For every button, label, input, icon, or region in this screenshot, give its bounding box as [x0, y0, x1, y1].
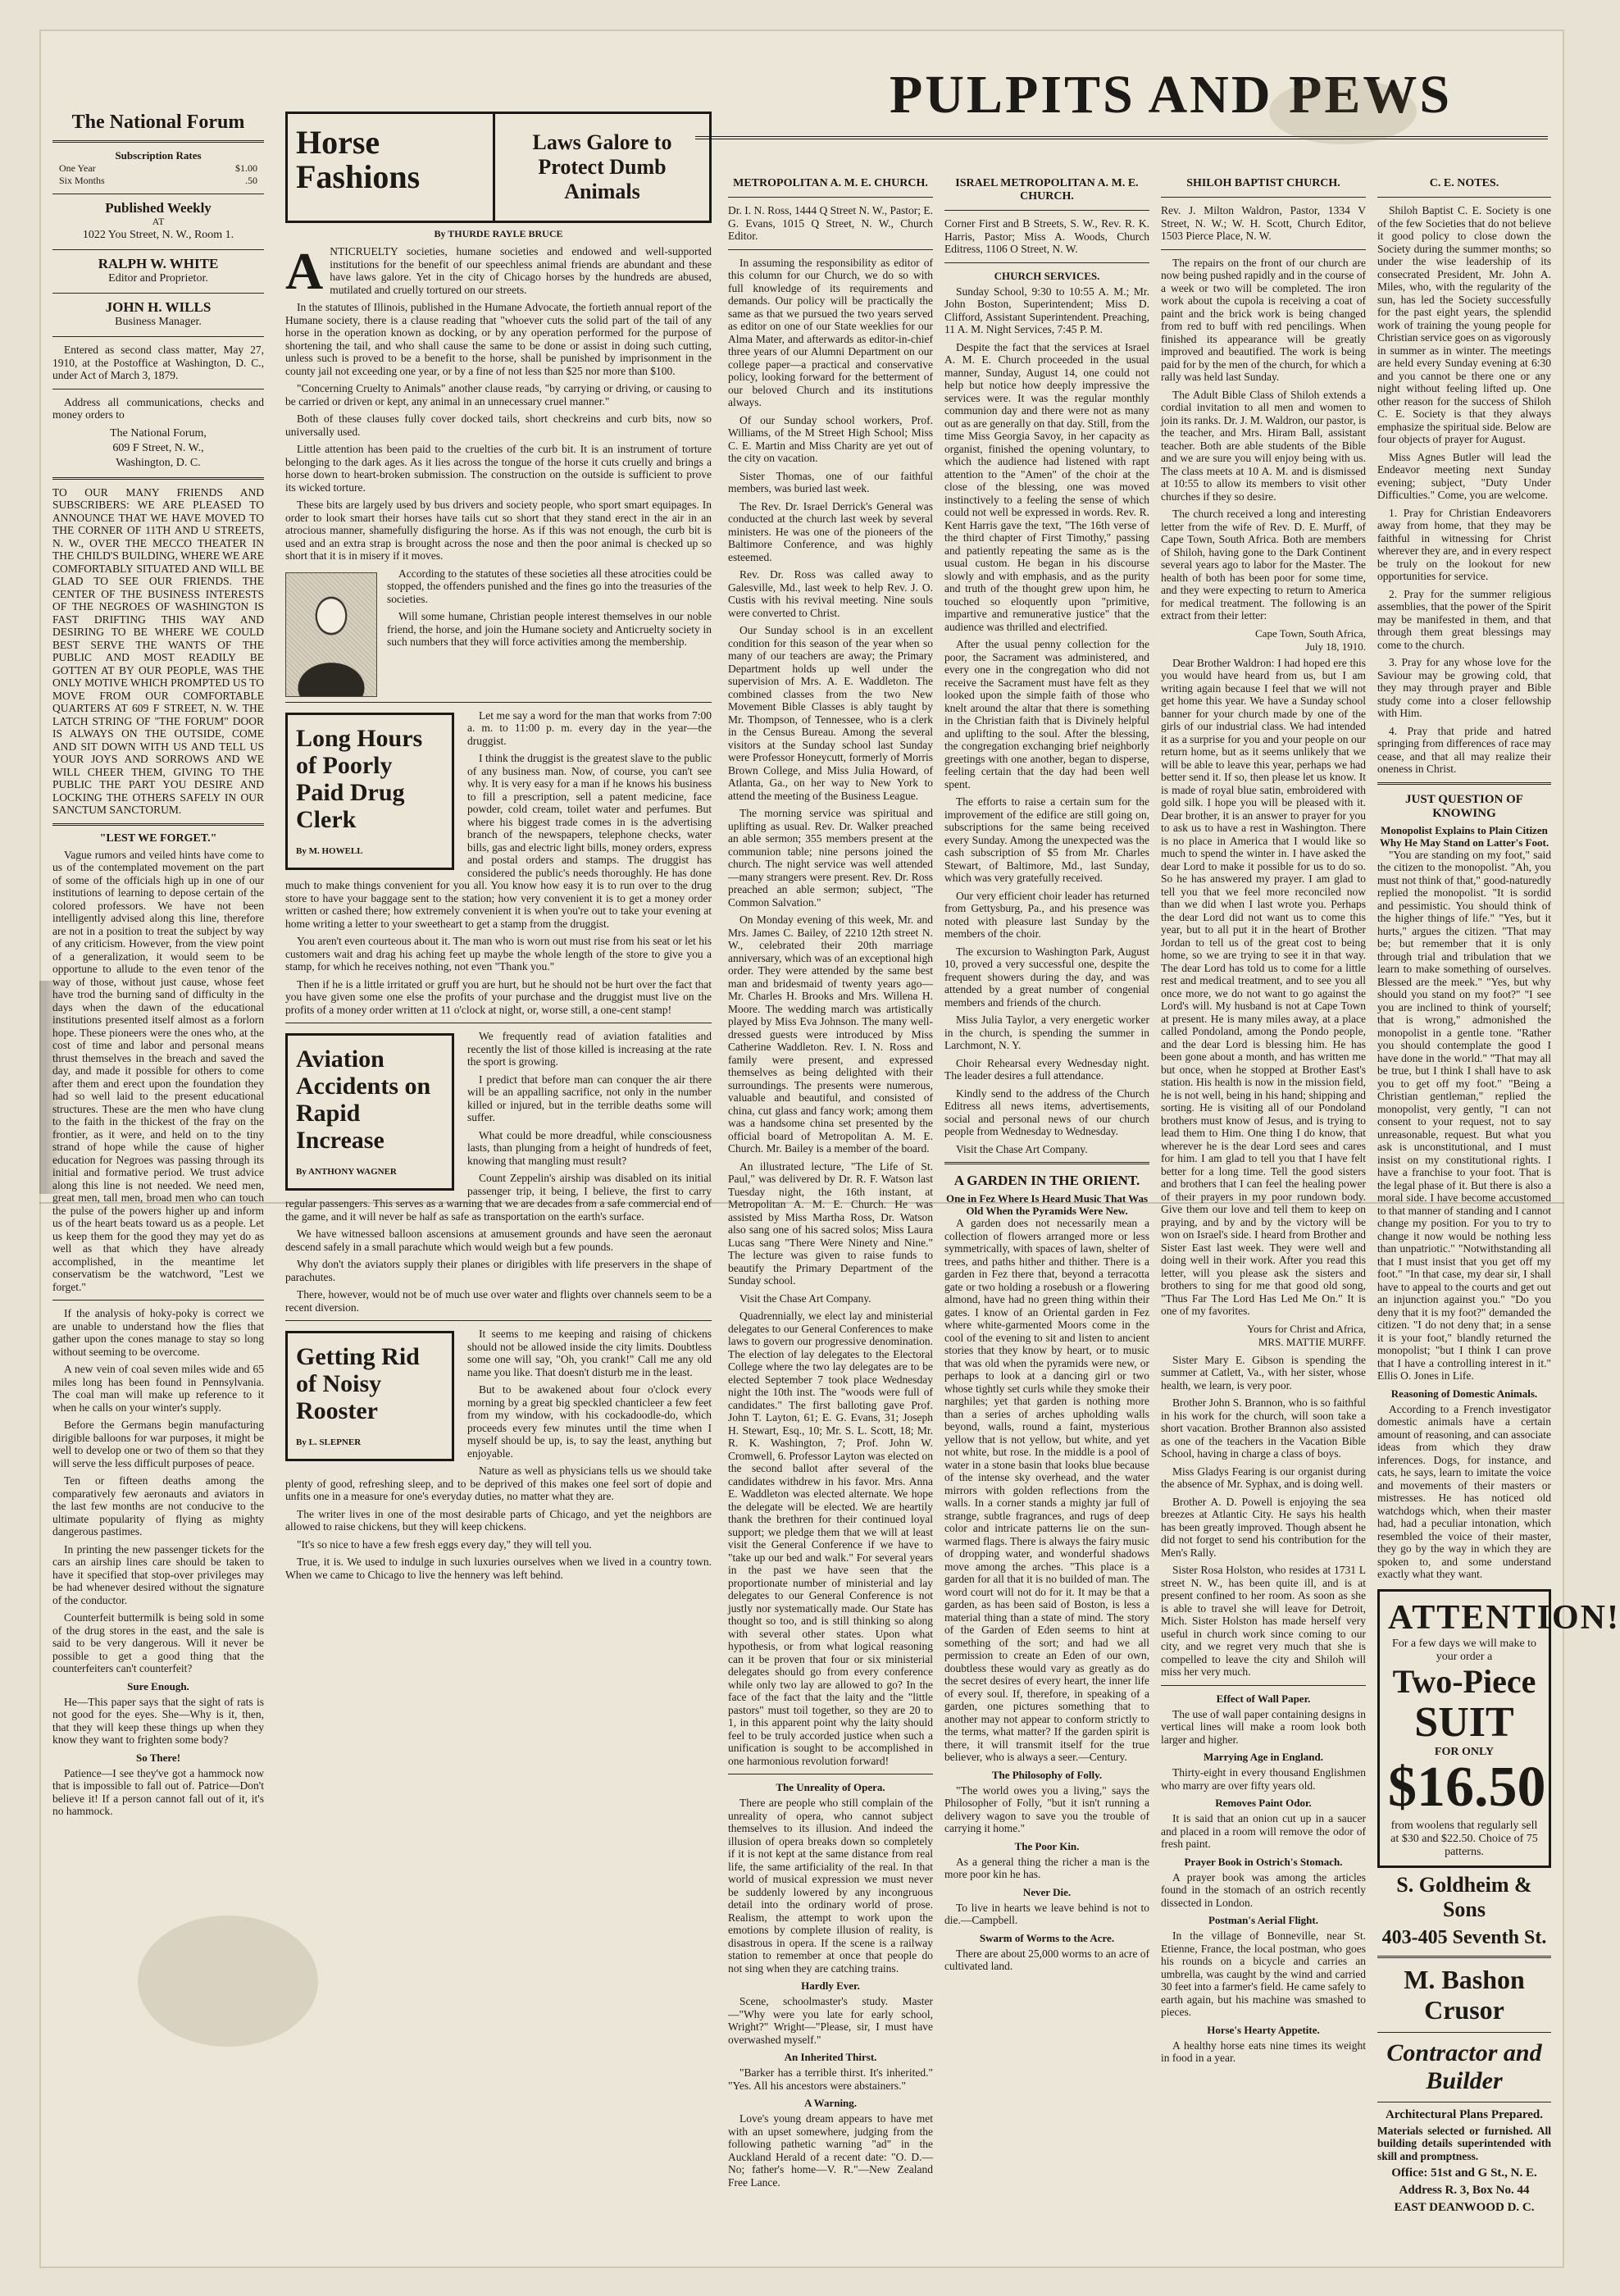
column-ce-notes — [1377, 177, 1620, 2217]
divider — [52, 389, 264, 390]
deanwood-address: EAST DEANWOOD D. C. — [1394, 2201, 1535, 2214]
ce-notes-heading: C. E. NOTES. — [1429, 177, 1499, 189]
prayer-book-text: A prayer book was among the articles found in the stomach of an ostrich recently dissected in London. — [1161, 1870, 1366, 1909]
tickets-paragraph: In printing the new passenger tickets for the cars an airship lines care should be taken to have it specified that stop-over privileges may be had whenever desired without the signature of the conductor. — [52, 1542, 264, 1606]
divider — [52, 336, 264, 337]
rate-label: Six Months — [59, 175, 105, 186]
rate-value: $1.00 — [235, 162, 257, 174]
horse-p4: Both of these clauses fully cover docked tails, short checkreins and curb bits, now so universally used. — [285, 412, 712, 438]
metropolitan-p6: Our Sunday school is in an excellent condition for this season of the year when so many of our teachers are away; the Primary Department holds up well under the supervision of Mrs. A. E. Waddleton. The combined classes from the two New Movement Bible Classes is ably taught by Mr. Thompson, of Tennessee, who is a clerk in the Census Bureau. Among the several visitors at the Sunday school last Sunday were Professor Honeycutt, formerly of Morris Brown College, and Miss Julia Howard, of Atlanta, Ga., on her way to New York to attend the meeting of the Business League. — [728, 624, 933, 802]
metropolitan-p3: Sister Thomas, one of our faithful members, was buried last week. — [728, 469, 933, 494]
paper-stain — [138, 1916, 318, 2047]
ad-attention: ATTENTION! — [1388, 1598, 1620, 1637]
rooster-p5: "It's so nice to have a few fresh eggs every day," they will tell you. — [297, 1538, 592, 1551]
letter-date: July 18, 1910. — [1305, 640, 1366, 653]
horse-fashions-byline: By THURDE RAYLE BRUCE — [434, 228, 563, 239]
metropolitan-pastor: Dr. I. N. Ross, 1444 Q Street N. W., Pastor; E. G. Evans, 1015 Q Street, N. W., Church Editor. — [728, 204, 933, 242]
divider — [1377, 2032, 1551, 2033]
horse-appetite-title: Horse's Hearty Appetite. — [1207, 2023, 1320, 2036]
druggist-p1: Let me say a word for the man that works from 7:00 a. m. to 11:00 p. m. every day in the year—the druggist. — [467, 708, 712, 747]
divider — [944, 1162, 1149, 1164]
israel-p2: After the usual penny collection for the poor, the Sacrament was administered, and every one in the congregation who did not receive the Sacrament must have felt as they looked upon the simple faith of those who knelt around the altar that there is something in the Christian faith that is Divinely helpful and uplifting to the soul. After the blessing, the congregation exchanging brief neighborly greetings with one another, began to disperse, feeling certain that the day had been well spent. — [944, 638, 1149, 790]
israel-p8: Kindly send to the address of the Church Editress all news items, advertisements, social and personal news of our church people from Wednesday to Wednesday. — [944, 1086, 1149, 1137]
divider — [1377, 1956, 1551, 1958]
israel-pastor: Corner First and B Streets, S. W., Rev. R. K. Harris, Pastor; Miss A. Woods, Church Editress, 1106 O Street, N. W. — [944, 217, 1149, 255]
metropolitan-p1: In assuming the responsibility as editor of this column for our Church, we do so with full knowledge of its requirements and demands. Our policy will be practically the same as that we pursued the two years served as editor on one of our State weeklies for our Alma Mater, and afterwards as editor-in-chief three years of our Alumni Department on our college paper—a practical and conservative policy, looking forward for the betterment of our beloved Church and its institutions always. — [728, 256, 933, 408]
ad-two-piece: Two-Piece — [1392, 1662, 1536, 1700]
rooster-byline: By L. SLEPNER — [296, 1437, 362, 1447]
address-street: 609 F Street, N. W., — [112, 441, 204, 454]
druggist-title: Long Hours of Poorly Paid Drug Clerk — [296, 724, 423, 833]
never-die-title: Never Die. — [1022, 1885, 1072, 1898]
horse-fashions-title: Horse Fashions — [288, 114, 495, 221]
address-all-text: Address all communications, checks and money orders to — [52, 395, 264, 421]
aviation-p2: I predict that before man can conquer the air there will be an appalling sacrifice, not only in the number killed or injured, but in the terrible deaths some will suffer. — [467, 1073, 712, 1123]
ce-p2: Miss Agnes Butler will lead the Endeavor meeting next Sunday evening; subject, "Duty Under Difficulties." Come, you are welcome. — [1377, 450, 1551, 501]
rooster-p3: Nature as well as physicians tells us we should take plenty of good, refreshing sleep, and to be deprived of this makes one feel sort of dopie and unfits one in a measure for one's everyday duties, no matter what they are. — [285, 1465, 712, 1502]
israel-p7: Choir Rehearsal every Wednesday night. The leader desires a full attendance. — [944, 1056, 1149, 1082]
thirst-text: "Barker has a terrible thirst. It's inherited." "Yes. All his ancestors were abstainers." — [728, 2066, 933, 2092]
knowing-title: JUST QUESTION OF KNOWING — [1405, 792, 1523, 820]
shiloh-p6: Miss Gladys Fearing is our organist during the absence of Mr. Syphax, and is doing well. — [1161, 1465, 1366, 1490]
israel-p3: The efforts to raise a certain sum for the improvement of the edifice are still going on, subscriptions for the same being received every Sunday. Among the unexpected was the cash subscription of $5 from Mr. Charles Stewart, of Baltimore, Md., last Sunday, which was very gratefully received. — [944, 795, 1149, 884]
marrying-age-text: Thirty-eight in every thousand Englishmen who marry are over fifty years old. — [1161, 1766, 1366, 1792]
shiloh-heading: SHILOH BAPTIST CHURCH. — [1186, 177, 1340, 189]
rooster-p2: But to be awakened about four o'clock every morning by a great big speckled chanticleer a few feet from my window, with his cockadoodle-do, which proceeds every few minutes until the time when I myself should be up, is, to say the least, anything but enjoyable. — [467, 1383, 712, 1460]
address-city: Washington, D. C. — [116, 456, 201, 469]
postman-text: In the village of Bonneville, near St. Etienne, France, the local postman, who goes his rounds on a bicycle and carries an umbrella, was caught by the wind and carried 30 feet into a farmer's field. He came safely to earth again, but his machine was smashed to pieces. — [1161, 1929, 1366, 2018]
druggist-p4: Then if he is a little irritated or gruff you are hurt, but he should not be hurt over the fact that you have given some one else the profits of your purchase and the druggist must live on the profits of a money order written at 11 o'clock at night, or, worse still, a one-cent stamp! — [285, 977, 712, 1016]
contractor-title: Contractor and Builder — [1386, 2039, 1542, 2094]
shiloh-p2: The Adult Bible Class of Shiloh extends a cordial invitation to all men and women to join its ranks. Dr. J. M. Waldron, our pastor, is the teacher, and Mrs. Hiram Ball, assistant teacher. Both are able students of the Bible and we are sure you will enjoy being with us. The class meets at 10 A. M. and is dismissed at 10:55 to allow its members to visit other churches if they so desire. — [1161, 388, 1366, 503]
israel-p5: The excursion to Washington Park, August 10, proved a very successful one, despite the frequent showers during the day, and was attended by a great number of congenial members and friends of the church. — [944, 945, 1149, 1009]
shiloh-p8: Sister Rosa Holston, who resides at 1731 L street N. W., has been quite ill, and is at present confined to her room. As soon as she is able to travel she will leave for Detroit, Mich. Sister Holston has made herself very useful in church work since coming to our city, and we regret very much that she is compelled to leave the city and Shiloh will miss her very much. — [1161, 1564, 1366, 1678]
address-to: The National Forum, — [110, 426, 207, 440]
divider — [285, 702, 712, 703]
paper-title: The National Forum — [71, 112, 245, 133]
deaths-paragraph: Ten or fifteen deaths among the comparatively few aeronauts and aviators in the last few months are not conducive to the ultimate popularity of flying as mighty dangerous pastimes. — [52, 1474, 264, 1538]
never-die-text: To live in hearts we leave behind is not to die.—Campbell. — [944, 1901, 1149, 1926]
fold-line — [39, 1202, 1564, 1204]
rooster-title: Getting Rid of Noisy Rooster — [296, 1343, 420, 1424]
church-services-text: Sunday School, 9:30 to 10:55 A. M.; Mr. John Boston, Superintendent; Miss D. Clifford, Assistant Superintendent. Preaching, 11 A. M. Night Services, 7:45 P. M. — [944, 285, 1149, 335]
aviation-p4: Count Zeppelin's airship was disabled on its initial passenger trip, it being, I believe, the first to carry regular passengers. This serves as a warning that we are decades from a safe commercial end of the game, and it will never be half as safe as transportation on the earth's surface. — [285, 1172, 712, 1223]
goldheim-name: S. Goldheim & Sons — [1396, 1872, 1532, 1921]
editor-title: Editor and Proprietor. — [108, 272, 208, 285]
column-national-forum — [52, 112, 264, 1823]
hardly-ever-text: Scene, schoolmaster's study. Master—"Why were you late for early school, Wright?" Wright—"Please, sir, I must have overwashed myself." — [728, 1995, 933, 2046]
aviation-p1: We frequently read of aviation fatalities and recently the list of those killed is increasing at the rate the sport is growing. — [467, 1030, 712, 1068]
shiloh-p7: Brother A. D. Powell is enjoying the sea breezes at Atlantic City. He says his health has been greatly improved. Though absent he did not forget to send his contribution for the Men's Rally. — [1161, 1495, 1366, 1559]
portrait-illustration — [285, 572, 377, 697]
divider — [944, 262, 1149, 263]
letter-location: Cape Town, South Africa, — [1255, 626, 1366, 640]
horse-p6: These bits are largely used by bus drivers and society people, who sport smart equipages. In order to look smart their horses have tails cut so short that they stand erect in the air in an atrocious manner, shamefully disfiguring the horse. As if this was not enough, the curb bit is used and an extra strap is brought across the nose and then the poor animal is checked up so short that it is in misery if it moves. — [285, 499, 712, 562]
wallpaper-title: Effect of Wall Paper. — [1216, 1692, 1311, 1705]
rate-label: One Year — [59, 162, 96, 174]
divider — [52, 249, 264, 250]
horse-p5: Little attention has been paid to the cruelties of the curb bit. It is an instrument of torture belonging to the dark ages. As it lies across the tongue of the horse it cuts cruelly and brings a horse down to heart-broken submission. The construction on the outside is sufficient to prove its wicked torture. — [285, 443, 712, 494]
divider — [52, 1300, 264, 1301]
ce-list-2: 2. Pray for the summer religious assemblies, that the power of the Spirit may be manifested in them, and that through them great blessings may come to the church. — [1377, 587, 1551, 651]
shiloh-p3: The church received a long and interesting letter from the wife of Rev. D. E. Murff, of Cape Town, South Africa. Both are members of Shiloh, having gone to the Dark Continent several years ago to labor for the Master. The health of both has been poor for some time, and they were expecting to return to America for medical treatment. The following is an extract from their letter: — [1161, 508, 1366, 622]
israel-p4: Our very efficient choir leader has returned from Gettysburg, Pa., and his presence was noted with pleasure last Sunday by the members of the choir. — [944, 889, 1149, 940]
rooster-p4: The writer lives in one of the most desirable parts of Chicago, and yet the neighbors are allowed to raise chickens, but they will keep chickens. — [285, 1507, 712, 1533]
israel-p1: Despite the fact that the services at Israel A. M. E. Church proceeded in the usual manner, Sunday, August 14, one could not help but notice how deeply impressive the services were. It was the regular monthly communion day and there were not as many out as are generally on that day. Still, from the time Miss Georgia Savoy, in her capacity as organist, finished the opening voluntary, to which the audience had listened with rapt attention to the "Amen" of the choir at the close of the blessing, one was moved instinctively to a feeling the sense of which could not well be expressed in words. Rev. R. Kent Harris gave the text, "The 16th verse of the third chapter of First Timothy," passing and patiently repeating the same as is the usual custom. He began in his discourse slowly and with emphasis, and as the purity and truth of the thought grew upon him, he touched so eloquently upon "primitive, impartive and remunerative justice" that the audience was thrilled and electrified. — [944, 340, 1149, 633]
metropolitan-p9: An illustrated lecture, "The Life of St. Paul," was delivered by Dr. R. F. Watson last Tuesday night, the 16th instant, at Metropolitan A. M. E. Church. He was assisted by Miss Martha Ross, Dr. Watson also sang one of his sacred solos; Miss Laura Lucas sang "There Were Ninety and Nine." The lecture was given to raise funds to beautify the Primary Department of the Sunday school. — [728, 1159, 933, 1287]
suit-advertisement — [1377, 1589, 1620, 1868]
at-label: AT — [152, 216, 165, 227]
rate-value: .50 — [245, 175, 257, 186]
letter-closing: Yours for Christ and Africa, — [1247, 1322, 1366, 1335]
column-shiloh — [1161, 177, 1366, 2070]
aviation-title: Aviation Accidents on Rapid Increase — [296, 1046, 431, 1154]
divider — [1377, 782, 1551, 785]
ad-price: $16.50 — [1388, 1755, 1546, 1819]
poor-kin-title: The Poor Kin. — [1014, 1839, 1080, 1852]
manager-name: JOHN H. WILLS — [105, 299, 212, 315]
masthead-rule — [695, 136, 1548, 139]
so-there-text: Patience—I see they've got a hammock now that is impossible to fall out of. Patrice—Don't believe it! If a person cannot fall out of it, it's no hammock. — [52, 1766, 264, 1817]
opera-title: The Unreality of Opera. — [776, 1781, 885, 1793]
materials-text: Materials selected or furnished. All building details superintended with skill and promptness. — [1377, 2124, 1551, 2162]
israel-p6: Miss Julia Taylor, a very energetic worker in the church, is spending the summer in Larchmont, N. Y. — [944, 1014, 1149, 1051]
ad-price-note: from woolens that regularly sell at $30 and $22.50. Choice of 75 patterns. — [1390, 1819, 1538, 1858]
rd-address: Address R. 3, Box No. 44 — [1399, 2184, 1530, 2197]
metropolitan-p5: Rev. Dr. Ross was called away to Galesville, Md., last week to help Rev. J. O. Custis with his revival meeting. Nine souls were converted to Christ. — [728, 568, 933, 619]
sure-enough-text: He—This paper says that the sight of rats is not good for the eyes. She—Why is it, then, that they will keep these things up when they know they want to frighten some body? — [52, 1695, 264, 1746]
aviation-p6: Why don't the aviators supply their planes or dirigibles with life preservers in the shape of parachutes. — [285, 1258, 712, 1283]
paint-odor-title: Removes Paint Odor. — [1215, 1797, 1312, 1809]
rate-row-year — [52, 162, 264, 175]
worms-title: Swarm of Worms to the Acre. — [979, 1931, 1115, 1944]
published-weekly: Published Weekly — [105, 200, 212, 216]
druggist-byline: By M. HOWELL — [296, 845, 363, 856]
horse-p1 — [285, 242, 712, 300]
so-there-title: So There! — [135, 1751, 181, 1764]
warning-text: Love's young dream appears to have met with an upset somewhere, judging from the following pathetic warning "ad" in the Auckland Herald of a recent date: "O. D.—No; father's home—V. R."—New Zealand Free Lance. — [728, 2112, 933, 2189]
opera-text: There are people who still complain of the unreality of opera, who cannot subject themselves to its illusion. And indeed the illusion of opera breaks down so completely if it is not kept at the same distance from real life, the same artificiality of the real. In that world of musical expression we must never be suddenly lowered by any incongruous detail into the ordinary world of prose. Realism, the attempt to work upon the emotions by complete illusion of reality, is disastrous in opera. If the scene is a railway station to remember at once that people do not sing when they are catching trains. — [728, 1797, 933, 1975]
divider — [52, 140, 264, 143]
ce-list-1: 1. Pray for Christian Endeavorers away from home, that they may be faithful in witnessing for Christ wherever they are, and in every respect be truly on the lookout for new opportunities for service. — [1377, 506, 1551, 582]
column-israel-metropolitan — [944, 177, 1149, 1978]
divider — [944, 210, 1149, 211]
paper-stain — [1269, 79, 1417, 144]
divider — [52, 823, 264, 826]
folly-title: The Philosophy of Folly. — [991, 1768, 1103, 1781]
metropolitan-p10: Visit the Chase Art Company. — [739, 1292, 871, 1305]
horse-fashions-header — [285, 112, 712, 223]
metropolitan-p4: The Rev. Dr. Israel Derrick's General was conducted at the church last week by several ministers. He was one of the pioneers of the Baltimore Conference, and was highly esteemed. — [728, 499, 933, 563]
metropolitan-p2: Of our Sunday school workers, Prof. Williams, of the M Street High School; Miss C. E. Martin and Miss Charity are yet out of the city on vacation. — [728, 413, 933, 464]
metropolitan-heading: METROPOLITAN A. M. E. CHURCH. — [733, 177, 928, 189]
worms-text: There are about 25,000 worms to an acre of cultivated land. — [944, 1947, 1149, 1972]
garden-title: A GARDEN IN THE ORIENT. — [953, 1173, 1140, 1188]
animals-title: Reasoning of Domestic Animals. — [1390, 1387, 1538, 1400]
aviation-p3: What could be more dreadful, while consciousness lasts, than plunging from a height of hundreds of feet, knowing that mangling must result? — [467, 1128, 712, 1167]
druggist-p3: You aren't even courteous about it. The man who is worn out must rise from his seat or let his customers wait and drag his aching feet up maybe the whole length of the store to give you a stamp, for which he receives nothing, not even "Thank you." — [285, 935, 712, 973]
plans-prepared: Architectural Plans Prepared. — [1385, 2107, 1544, 2121]
thirst-title: An Inherited Thirst. — [784, 2051, 877, 2063]
murff-letter: Dear Brother Waldron: I had hoped ere this you would have heard from us, but I am writing again because I feel that we will not get home this year. We have a Sunday school banner for your church made by one of the girls of our industrial class. We had intended it as a surprise for you and your people on our return home, but as it seems unlikely that we will be able to leave this year, perhaps we had better send it. If so, then please let us know. It is made of royal blue satin, embroidered with gold silk. I hope you will be pleased with it. Dear brother, it is an answer to prayer for you to ask us to have a rest in Washington. There is no place in America that I would like so much to spend the winter in. I have asked the dear Lord to make it possible for us to do so. So he has answered my prayer. I am glad to tell you that we feel more reconciled now than we did when I last wrote you. Perhaps the dear Lord did not want us to come this year, but to all put it in the heart of Brother Jordan to tell us of the great cost to being home, so we are trying to see it in that way. The dear Lord has told us to come for a little rest and medical treatment, and to see you all once more, we do not want to go against the Lord's will. My husband is not at Cape Town at present. He is many miles away, at a place called Pondoland, among the Pondo people, and the dear Lord is blessing him. He has been gone about a month, and has written me but once, when he stopped at Brother East's station. His health is now in the mission field, he is not well, being in his hand; shipping and sorting. He is visiting all of our Pondoland brothers must know of Jesus, and is trying to lead them to Him. One thing I do know, that wherever he is the dear Lord sees and cares for him. I am glad to tell you that I have felt better for a long time. Tell the good sisters and brothers that I can feel the healing power of their prayers in my poor rundown body. Give them our love and tell them to keep on praying, and by and by the victory will be won on Israel's side. I heard from Brother and Sister East last week. They were well and doing well in their work. After you read this letter, will you please ask the sisters and brothers to sing for me that good old song, "Thus Far The Lord Has Led Me On." It is one of my favorites. — [1161, 656, 1366, 1317]
editor-name: RALPH W. WHITE — [98, 256, 219, 271]
lest-we-forget-title: "LEST WE FORGET." — [99, 831, 217, 845]
ce-p1: Shiloh Baptist C. E. Society is one of the few Societies that do not believe it good policy to close down the Society during the summer months; so under the wise leadership of its consecrated President, Mr. John A. Miles, who, with the regularity of the sun, has led the Society successfully for the past eight years, the splendid work of training the young people for Christian service goes on as vigorously in summer as in winter. The meetings are held every Sunday evening at 6:30 and you cannot be there one or any night without feeling lifted up. One other reason for the success of Shiloh C. E. Society is that they always emphasize the spiritual side. Below are four objects of prayer for August. — [1377, 204, 1551, 445]
garden-subtitle: One in Fez Where Is Heard Music That Was Old When the Pyramids Were New. — [945, 1192, 1149, 1217]
divider — [1161, 249, 1366, 250]
masthead-title: PULPITS AND PEWS — [889, 65, 1453, 125]
warning-title: A Warning. — [803, 2097, 858, 2109]
metropolitan-p7: The morning service was spiritual and uplifting as usual. Rev. Dr. Walker preached an able sermon; 355 members present at the communion table; nine persons joined the church. The night service was well attended—many strangers were present. Rev. Dr. Ross preached an able sermon; subject, "The Common Salvation." — [728, 807, 933, 909]
entry-notice: Entered as second class matter, May 27, 1910, at the Postoffice at Washington, D. C., under Act of March 3, 1879. — [52, 344, 264, 381]
torn-edge — [39, 981, 72, 1194]
divider — [285, 1320, 712, 1321]
folly-text: "The world owes you a living," says the Philosopher of Folly, "but it isn't running a delivery wagon to save you the trouble of carrying it home." — [944, 1784, 1149, 1834]
manager-title: Business Manager. — [115, 316, 202, 328]
coal-paragraph: A new vein of coal seven miles wide and 65 miles long has been found in Pennsylvania. The coal man will make up reference to it when he calls on your winter's supply. — [52, 1363, 264, 1414]
horse-p8: Will some humane, Christian people interest themselves in our noble friend, the horse, and join the Humane society and Anticruelty society in such numbers that they will force activities among the membership. — [387, 610, 712, 648]
goldheim-address: 403-405 Seventh St. — [1381, 1926, 1547, 1948]
rooster-p1: It seems to me keeping and raising of chickens should not be allowed inside the city limits. Doubtless some one will say, "Oh, you crank!" Call me any old name you like. That doesn't disturb me in the least. — [467, 1328, 712, 1378]
bashon-name: M. Bashon Crusor — [1404, 1964, 1525, 2025]
divider — [728, 197, 933, 198]
divider — [1161, 197, 1366, 198]
ce-list-3: 3. Pray for any whose love for the Saviour may be growing cold, that they may through prayer and Bible study come into a closer fellowship with Him. — [1377, 656, 1551, 719]
horse-p2: In the statutes of Illinois, published in the Humane Advocate, the fortieth annual report of the Humane society, there is a clause reading that "whoever cuts the solid part of the tail of any horse in the operation known as docking, or by any operation performed for the purpose of shortening the tail, and who shall cause the same to be done or assist in doing such cutting, unless such is proved to be a benefit to the horse, shall be punished by imprisonment in the county jail not exceeding one year, or by a fine of not less than $25 nor more than $100. — [285, 301, 712, 377]
horse-appetite-text: A healthy horse eats nine times its weight in food in a year. — [1161, 2039, 1366, 2064]
shiloh-p1: The repairs on the front of our church are now being pushed rapidly and in the course of a week or two will be completed. The iron work about the cupola is receiving a coat of paint and the brick work is being changed from red to buff with red pencilings. When finished its appearance will be greatly improved and beautified. The work is being paid for by the men of the church, for which a rally was held last Sunday. — [1161, 256, 1366, 383]
ce-list-4: 4. Pray that pride and hatred springing from differences of race may cease, and that all may realize their oneness in Christ. — [1377, 724, 1551, 775]
horse-p1-text: NTICRUELTY societies, humane societies and endowed and well-supported institutions for the benefit of our speechless animal friends are abundant and these have laws galore. Yet in the city of Chicago horses by the hundreds are abused, mutilated and cruelly tortured on our streets. — [330, 245, 712, 296]
ad-suit: SUIT — [1414, 1698, 1514, 1746]
horse-p7: According to the statutes of these societies all these atrocities could be stopped, the offenders punished and the fines go into the treasuries of the societies. — [387, 567, 712, 605]
aviation-p5: We have witnessed balloon ascensions at amusement grounds and have seen the aeronaut descend safely in a small parachute which would weigh but a few pounds. — [285, 1228, 712, 1253]
aviation-byline: By ANTHONY WAGNER — [296, 1167, 397, 1177]
sure-enough-title: Sure Enough. — [127, 1679, 189, 1692]
wallpaper-text: The use of wall paper containing designs in vertical lines will make a room look both larger and higher. — [1161, 1707, 1366, 1746]
druggist-p2: I think the druggist is the greatest slave to the public of any business man. Now, of course, you can't see why. It is very easy for a man if he knows his business to fill a prescription, sell a patent medicine, face powder, cold cream, toilet water and perfumes. But where his biggest trade comes in is the advertising branch of the newspapers, telephone checks, water bills, gas and electric light bills, money orders, express and postal orders and stamps. The druggist has considered the public's needs thoroughly. He has done much to make things convenient for you all. You know how easy it is to run over to the drug store to have your baggage sent to the station; how very convenient it is to get a money order written or cashed there; how extremely convenient it is when you're out to take your evening at home writing a letter to your sweetheart to get a stamp from the druggist. — [285, 752, 712, 930]
aviation-p7: There, however, would not be of much use over water and flights over channels seem to be a recent diversion. — [285, 1288, 712, 1314]
horse-fashions-deck: Laws Galore to Protect Dumb Animals — [532, 130, 672, 203]
buttermilk-paragraph: Counterfeit buttermilk is being sold in some of the drug stores in the east, and the sale is said to be very dangerous. Will it never be possible to get a good thing that the counterfeiters can't counterfeit? — [52, 1611, 264, 1674]
israel-p9: Visit the Chase Art Company. — [956, 1142, 1088, 1155]
divider — [52, 293, 264, 294]
animals-text: According to a French investigator domestic animals have a certain amount of reasoning, and can associate ideas from which they draw inferences. Dogs, for instance, and cats, he says, learn to imitate the voice and movements of their masters or mistresses. He has noticed old watchdogs which, when their master had, had a peculiar intonation, which resembled the voice of their master, they go by the way in which they are spoken to, and some understand exactly what they want. — [1377, 1402, 1551, 1580]
knowing-subtitle: Monopolist Explains to Plain Citizen Why He May Stand on Latter's Foot. — [1379, 823, 1549, 849]
hoky-poky-paragraph: If the analysis of hoky-poky is correct we are unable to understand how the flies that gather upon the cones manage to stay so long without seeming to be overcome. — [52, 1307, 264, 1358]
hardly-ever-title: Hardly Ever. — [801, 1979, 860, 1992]
knowing-text: "You are standing on my foot," said the citizen to the monopolist. "Ah, you must not think of that," good-naturedly replied the monopolist. "It is sordid and pessimistic. You should think of the higher things of life." "Yes, but it hurts," argues the citizen. "That may be; but remember that it is only through trial and tribulation that we learn to make something of ourselves. Blessed are the meek." "Yes, but why should you stand on my foot?" "I see you are inclined to think of yourself; that is wrong," admonished the monopolist in a gentle tone. "Rather you should contemplate the good I have done in the world." "That may all be true, but I think I shall have to ask you to get off my foot." "Being a Christian gentleman," replied the monopolist, very gently, "I can not consent to your request, not to say unreasonable, request. But what you ask is unconstitutional, and I must insist on my constitutional rights. I have a franchise to your foot. That is the legal phase of it. But there is also a moral side. I have become accustomed to that manner of standing and I cannot change my position. For you to try to change it now would be nothing less than unpatriotic." "Notwithstanding all that I must insist that you get off my foot." "In that case, my dear sir, I shall have to appeal to the courts and get out an injunction against you." "Do you deny that it is my foot?" demanded the citizen. "I do not deny that; in a sense it is your foot," blandly returned the monopolist; "but I think I can prove that I have a controlling interest in it." Ellis O. Jones in Life. — [1377, 848, 1551, 1382]
postman-title: Postman's Aerial Flight. — [1208, 1914, 1318, 1926]
column-editorials — [285, 112, 712, 1586]
drop-cap: A — [285, 242, 324, 300]
divider — [728, 249, 933, 250]
letter-signature: MRS. MATTIE MURFF. — [1258, 1335, 1366, 1348]
shiloh-p4: Sister Mary E. Gibson is spending the summer at Catlett, Va., with her sister, whose health, we learn, is very poor. — [1161, 1353, 1366, 1392]
israel-heading: ISRAEL METROPOLITAN A. M. E. CHURCH. — [955, 177, 1139, 203]
column-metropolitan — [728, 177, 933, 2194]
druggist-title-box — [285, 713, 454, 870]
ad-attention-sub: For a few days we will make to your order a — [1391, 1637, 1537, 1663]
rooster-title-box — [285, 1331, 454, 1461]
lest-we-forget-text: Vague rumors and veiled hints have come to us of the contemplated movement on the part of some of the officials high up in one of our institutions of learning to depose certain of the colored professors. We have not been intelligently advised along this line, therefore are not in a position to treat the subject by way of any criticism. However, from the view point of a generalization, it would seem to be opportune to allude to the even tenor of the way of those, without just cause, whose feet have trod the burning sand of difficulty in the days when the dawn of the educational institutions presented itself almost as a forlorn hope. These pioneers were the ones who, at the cost of time and labor and personal means thrust themselves in the breach and saved the day, and made it possible for others to come after them and erect upon the foundation they had so well laid to the present educational structures. These are the men who have clung to the faith in the thickest of the fray on the frontier, as it were, and held on to the tiny strand of hope while the cause of higher education for Negroes was passing through its initial and formative period. We trust advice along this line is not needed. We need men, great men, tall men, broad men who can touch the pulse of the powers higher up and inform us of the heart beats toward us as a people. Let us keep them for the good they may yet do as well as that which they have already accomplished, in the meantime let conservatism be the watchword, "Lest we forget." — [52, 848, 264, 1293]
poor-kin-text: As a general thing the richer a man is the more poor kin he has. — [944, 1855, 1149, 1880]
marrying-age-title: Marrying Age in England. — [1204, 1751, 1323, 1763]
church-services-title: CHURCH SERVICES. — [994, 269, 1100, 282]
divider — [52, 477, 264, 480]
metropolitan-p8: On Monday evening of this week, Mr. and Mrs. James C. Bailey, of 2210 12th street N. W., celebrated their 20th marriage anniversary, which was of an exceptional high order. They were attended by the same best man and bridesmaid of twenty years ago—Mr. Charles H. Brooks and Mrs. Willena H. Moore. The wedding march was artistically played by Miss Eva Johnson. The many well-dressed guests were introduced by Miss Catherine Waddleton. Rev. I. N. Ross and family were present, and expressed themselves as being delighted with their surroundings. The presents were numerous, valuable and beautiful, and consisted of china, cut glass and fancy work; among them was a handsome china set presented by the official board of Metropolitan A. M. E. Church. Mr. Bailey is a member of the board. — [728, 913, 933, 1155]
paint-odor-text: It is said that an onion cut up in a saucer and placed in a room will remove the odor of fresh paint. — [1161, 1812, 1366, 1850]
divider — [1377, 197, 1551, 198]
divider — [1161, 1685, 1366, 1686]
office-address: Office: 51st and G St., N. E. — [1391, 2166, 1537, 2180]
horse-p3: "Concerning Cruelty to Animals" another clause reads, "by carrying or driving, or causing to be carried or driven or kept, any animal in an unnecessary cruel manner." — [285, 382, 712, 408]
metropolitan-p11: Quadrennially, we elect lay and ministerial delegates to our General Conferences to make laws to govern our progressive denomination. The election of lay delegates to the Electoral College where the two lay delegates are to be elected September 7 took place Wednesday night the 10th inst. The "woods were full of candidates." The first balloting gave Prof. John T. Layton, 61; E. G. Evans, 31; Joseph H. Stewart, Esq., 10; Mr. S. L. Scott, 18; Mr. R. K. Washington, 7; Prof. John W. Cromwell, 6. Professor Layton was elected on the second ballot after several of the candidates withdrew in his favor. Mrs. Anna E. Waddleton was elected alternate. We hope the delegate will be elected. We are heartily thank the brethren for their continued loyal support; we pledge them that we will at least visit the General Conference if we have to "take up our bed and walk." For several years in the past we have seen that the proportionate number of ministerial and lay delegates to our General Conference is not justly nor systematically made. Our State has thought so too, and is still thinking so along with several other states. Upon what hypothesis, or from what logical reasoning can it be proven that four or six ministerial delegates should go from every conference while only two lay are allowed to go? In the face of the fact that the laity and the "little pastors" must toil together, so they are 20 to 1, in this apparent point why the laity should feel to be truly accorded justice when such a unification is sought to be accomplished in one harmonious revolution forward! — [728, 1310, 933, 1767]
germans-paragraph: Before the Germans begin manufacturing dirigible balloons for war purposes, it might be well to develop one or two of them so that they will serve the less difficult purposes of peace. — [52, 1419, 264, 1469]
garden-text: A garden does not necessarily mean a collection of flowers arranged more or less symmetrically, with spaces of lawn, shelter of trees, and paths hither and thither. There is a garden in Fez there that, beyond a terracotta gate or two holding a rosebush or a flowering almond, have had no green thing within their gates. I know of an Oriental garden in Fez where white-garmented Moors come in the cool of the evening to sit and listen to ancient stories that they know by heart, or to music that was old when the pyramids were new, or perhaps to look at a dancing girl or two whose tightly set curls while they smoke their narghiles; yet that garden is nothing more than a series of arches upholding walls beyond, walls, round a faint, mysterious yellow that is not yellow, but white, and yet not white, but rose. In the middle is a pool of water in a stone basin that looks blue because of the intense sky overhead, and the water mirrors with golden reflections from the walls. In a corner stands a mighty jar full of strange, subtle fragrances, and rugs of deep color and intricate patterns lie on the sun-warmed flags. There is always the fairy music of dropping water, and wonderful shadows move among the arches. "This place is a garden for all that it is no builded of man. The word court will not do for it. It may be that a garden, as has been said of Boston, is less a material thing than a state of mind. The story of the Garden of Eden seems to hint at something of the sort; and had we all permission to create an Eden of our own, doubtless these would vary as greatly as do the secret desires of every heart, the inner life of every soul. If, therefore, in speaking of a garden, one pictures something that to another may not appear to conform strictly to the terms, what matter? If the garden spirit is there, it will transmit itself for the true believer, who is always a seer.—Century. — [944, 1217, 1149, 1763]
moving-notice: TO OUR MANY FRIENDS AND SUBSCRIBERS: WE ARE PLEASED TO ANNOUNCE THAT WE HAVE MOVED TO THE CORNER OF 11TH AND U STREETS, N. W., OVER THE MECCO THEATER IN THE CHILD'S BUILDING, WHERE WE ARE COMFORTABLY SITUATED AND WILL BE GLAD TO SEE OUR FRIENDS. THE CENTER OF THE BUSINESS INTERESTS OF THE NEGROES OF WASHINGTON IS FAST DRIFTING THIS WAY AND DESIRING TO BE WHERE WE COULD BEST SERVE THE WANTS OF THE PUBLIC AND MOST READILY BE GOTTEN AT BY OUR PEOPLE, WAS THE ONLY MOTIVE WHICH PROMPTED US TO MOVE FROM OUR COMFORTABLE QUARTERS AT 609 F STREET, N. W. THE LATCH STRING OF "THE FORUM" DOOR IS ALWAYS ON THE OUTSIDE, COME AND SIT DOWN WITH US AND TELL US YOUR JOYS AND SORROWS AND WE WILL CHEER THEM, GIVING TO THE PUBLIC THE PART YOU DESIRE AND LOCKING THE OTHERS SAFELY IN OUR SANCTUM SANCTORUM. — [52, 485, 264, 816]
newspaper-page — [39, 30, 1620, 2268]
rooster-p6: True, it is. We used to indulge in such luxuries ourselves when we lived in a country town. When we came to Chicago to live the hennery was left behind. — [285, 1556, 712, 1581]
prayer-book-title: Prayer Book in Ostrich's Stomach. — [1184, 1855, 1343, 1868]
aviation-title-box — [285, 1033, 454, 1191]
rate-row-six — [52, 175, 264, 187]
shiloh-pastor: Rev. J. Milton Waldron, Pastor, 1334 V Street, N. W.; W. H. Scott, Church Editor, 1503 Pierce Place, N. W. — [1161, 204, 1366, 242]
shiloh-p5: Brother John S. Brannon, who is so faithful in his work for the church, will soon take a short vacation. Brother Brannon also assisted as one of the teachers in the Vacation Bible School, having in charge a class of boys. — [1161, 1396, 1366, 1460]
subscription-rates-heading: Subscription Rates — [115, 149, 202, 162]
ad-for-only: FOR ONLY — [1434, 1745, 1495, 1758]
office-address: 1022 You Street, N. W., Room 1. — [82, 229, 234, 241]
